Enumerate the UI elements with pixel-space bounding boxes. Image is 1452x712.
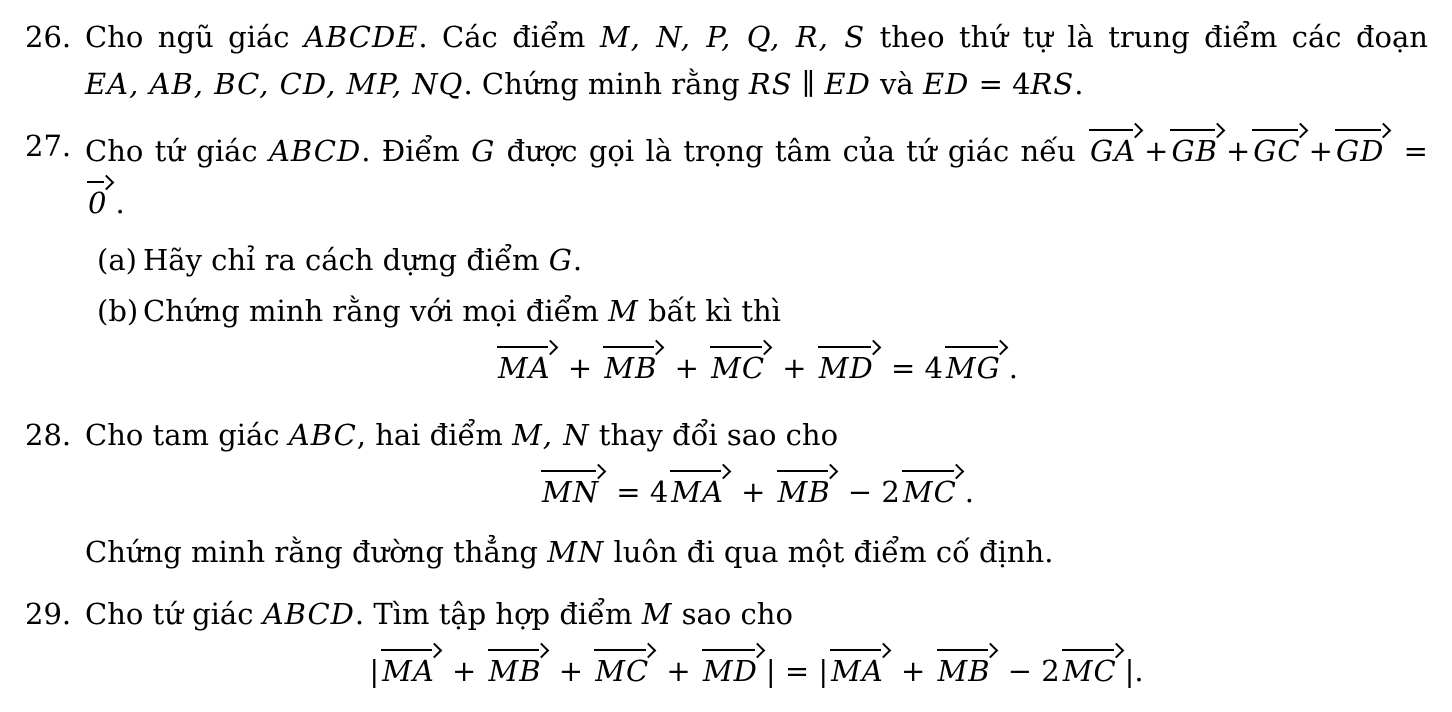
- text-segment: ∥: [792, 67, 825, 101]
- problem-line: [85, 123, 1428, 227]
- math-segment: RS: [1030, 67, 1075, 101]
- math-segment: ABC: [288, 418, 357, 452]
- text-segment: Cho ngũ giác: [85, 20, 304, 54]
- vector-term: 0: [86, 175, 114, 218]
- text-segment: luôn đi qua một điểm cố định.: [604, 535, 1054, 569]
- text-segment: sao cho: [672, 597, 793, 631]
- vector-term: MN: [540, 464, 606, 507]
- math-segment: MN: [547, 535, 605, 569]
- text-segment: = 4: [607, 475, 669, 509]
- vector-term: MC: [901, 464, 964, 507]
- problem-number: 28.: [25, 418, 72, 452]
- math-segment: ED: [824, 67, 871, 101]
- vector-term: MB: [602, 340, 664, 383]
- text-segment: .: [1008, 351, 1019, 385]
- text-segment: − 2: [998, 654, 1060, 688]
- vector-term: MA: [669, 464, 731, 507]
- math-segment: ED: [922, 67, 970, 101]
- subitem: [85, 237, 1428, 284]
- text-segment: . Chứng minh rằng: [463, 67, 749, 101]
- problem-line: [85, 61, 1428, 108]
- vector-term: MC: [1061, 643, 1124, 686]
- vector-term: MB: [776, 464, 838, 507]
- text-segment: Cho tứ giác: [85, 134, 269, 168]
- text-segment: | = |: [765, 654, 829, 688]
- text-segment: . Điểm: [361, 134, 472, 168]
- text-segment: . Các điểm: [418, 20, 600, 54]
- text-segment: . Tìm tập hợp điểm: [354, 597, 642, 631]
- math-segment: G: [548, 243, 573, 277]
- problem-item: [0, 412, 1428, 576]
- display-equation: [85, 339, 1428, 397]
- vector-term: MC: [593, 643, 656, 686]
- problem-line: [85, 591, 1428, 638]
- problem-number: 29.: [25, 597, 72, 631]
- vector-term: MD: [817, 340, 881, 383]
- subitem: [85, 288, 1428, 335]
- display-equation: [85, 463, 1428, 521]
- subitem-label: (a): [97, 243, 137, 277]
- text-segment: .: [964, 475, 974, 509]
- text-segment: +: [657, 654, 700, 688]
- math-segment: M: [641, 597, 673, 631]
- problem-line: [85, 529, 1428, 576]
- text-segment: Chứng minh rằng đường thẳng: [85, 535, 548, 569]
- text-segment: +: [549, 654, 593, 688]
- math-segment: M: [608, 294, 639, 328]
- vector-term: MD: [701, 643, 765, 686]
- problem-line: [85, 14, 1428, 61]
- math-segment: M, N: [512, 418, 590, 452]
- math-segment: ABCD: [262, 597, 355, 631]
- vector-term: GC: [1251, 123, 1307, 166]
- problem-line: [85, 412, 1428, 459]
- text-segment: , hai điểm: [356, 418, 513, 452]
- text-segment: .: [572, 243, 583, 277]
- text-segment: và: [870, 67, 923, 101]
- text-segment: =: [1392, 134, 1428, 168]
- text-segment: thay đổi sao cho: [589, 418, 839, 452]
- text-segment: .: [115, 186, 125, 220]
- math-segment: EA, AB, BC, CD, MP, NQ: [85, 67, 464, 101]
- vector-term: MB: [487, 643, 549, 686]
- text-segment: |: [369, 654, 380, 688]
- text-segment: +: [891, 654, 935, 688]
- text-segment: − 2: [838, 475, 900, 509]
- vector-term: MB: [936, 643, 998, 686]
- math-segment: ABCDE: [303, 20, 419, 54]
- text-segment: |.: [1124, 654, 1144, 688]
- text-segment: Cho tứ giác: [85, 597, 263, 631]
- text-segment: +: [1308, 134, 1333, 168]
- text-segment: +: [731, 475, 775, 509]
- text-segment: Chứng minh rằng với mọi điểm: [143, 294, 609, 328]
- vector-term: GA: [1088, 123, 1143, 166]
- text-segment: +: [558, 351, 602, 385]
- problem-number: 26.: [25, 20, 72, 54]
- subitem-text: [143, 294, 781, 328]
- math-segment: RS: [748, 67, 793, 101]
- vector-term: MC: [709, 340, 772, 383]
- problem-item: [0, 123, 1428, 397]
- text-segment: Hãy chỉ ra cách dựng điểm: [143, 243, 549, 277]
- vector-term: MG: [944, 340, 1008, 383]
- problem-item: [0, 591, 1428, 700]
- text-segment: +: [1225, 134, 1251, 168]
- math-segment: G: [471, 134, 496, 168]
- text-segment: = 4: [881, 351, 943, 385]
- vector-term: MA: [496, 340, 558, 383]
- text-segment: +: [1144, 134, 1169, 168]
- text-segment: = 4: [969, 67, 1031, 101]
- subitem-label: (b): [97, 294, 139, 328]
- vector-term: MA: [380, 643, 442, 686]
- display-equation: [85, 642, 1428, 700]
- text-segment: bất kì thì: [638, 294, 781, 328]
- text-segment: theo thứ tự là trung điểm các đoạn: [865, 20, 1428, 54]
- vector-term: GD: [1334, 123, 1391, 166]
- math-segment: M, N, P, Q, R, S: [599, 20, 866, 54]
- text-segment: +: [665, 351, 709, 385]
- text-segment: +: [442, 654, 486, 688]
- subitem-text: [143, 243, 582, 277]
- text-segment: được gọi là trọng tâm của tứ giác nếu: [495, 134, 1088, 168]
- problem-item: [0, 14, 1428, 108]
- vector-term: GB: [1169, 123, 1224, 166]
- text-segment: +: [773, 351, 816, 385]
- math-segment: ABCD: [268, 134, 362, 168]
- text-segment: Cho tam giác: [85, 418, 289, 452]
- problem-number: 27.: [25, 129, 72, 163]
- text-segment: .: [1074, 67, 1084, 101]
- vector-term: MA: [829, 643, 891, 686]
